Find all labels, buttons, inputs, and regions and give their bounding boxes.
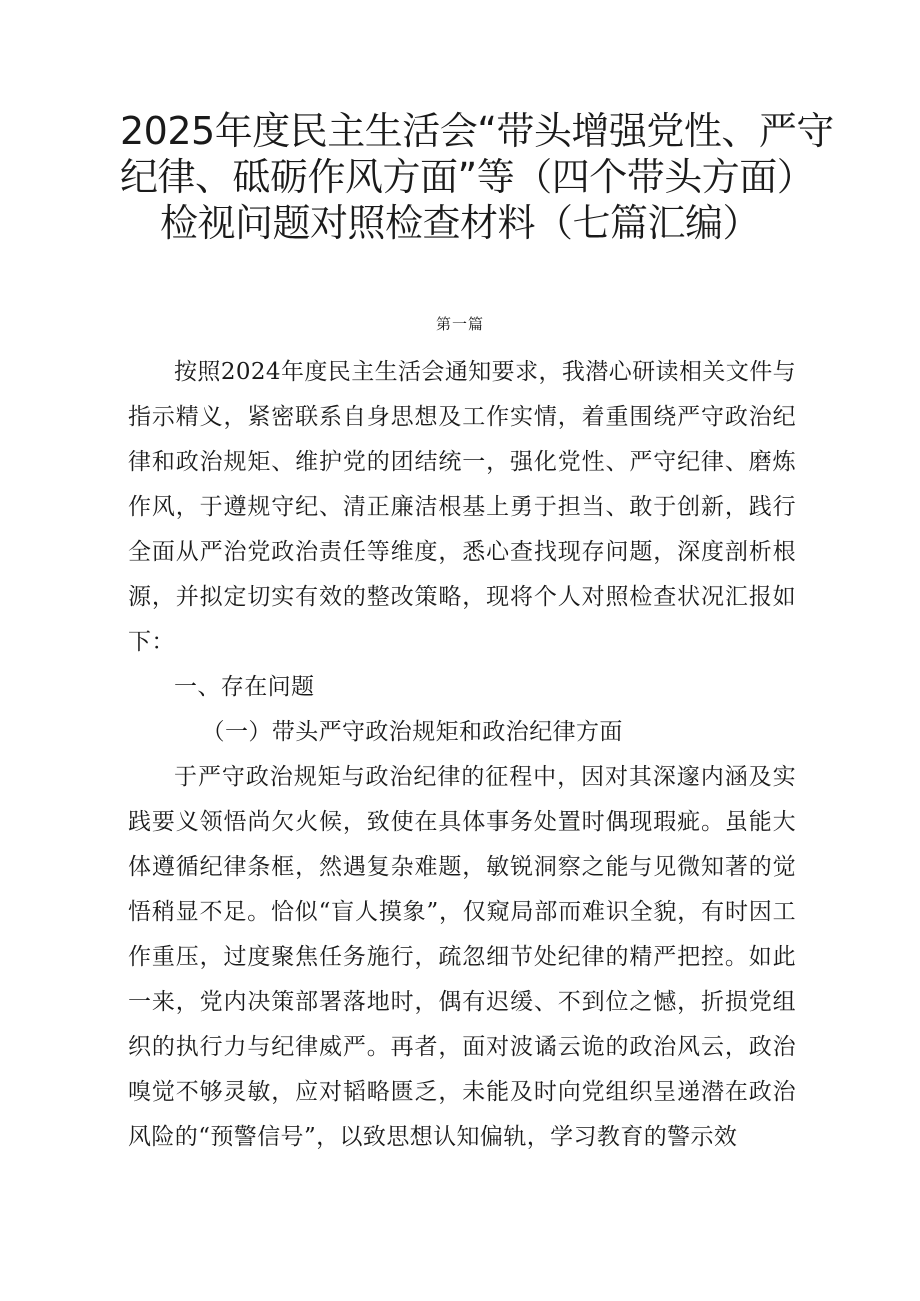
- heading-level-1: 一、存在问题: [174, 674, 315, 700]
- document-body: [128, 350, 796, 1160]
- title-line-2: 纪律、砥砺作风方面”等（四个带头方面）: [120, 155, 815, 199]
- section-title: 第一篇: [435, 315, 484, 333]
- document-title: [120, 108, 834, 246]
- body-paragraph: 于严守政治规矩与政治纪律的征程中，因对其深邃内涵及实践要义领悟尚欠火候，致使在具体事务处置时偶现瑕疵。虽能大体遵循纪律条框，然遇复杂难题，敏锐洞察之能与见微知著的觉悟稍显不足。恰似“盲人摸象”，仅窥局部而难识全貌，有时因工作重压，过度聚焦任务施行，疏忽细节处纪律的精严把控。如此一来，党内决策部署落地时，偶有迟缓、不到位之憾，折损党组织的执行力与纪律威严。再者，面对波谲云诡的政治风云，政治嗅觉不够灵敏，应对韬略匮乏，未能及时向党组织呈递潜在政治风险的“预警信号”，以致思想认知偏轨，学习教育的警示效: [128, 764, 796, 1150]
- title-line-1: 2025年度民主生活会“带头增强党性、严守: [120, 109, 834, 153]
- heading-level-2: （一）带头严守政治规矩和政治纪律方面: [201, 719, 623, 745]
- intro-paragraph: 按照2024年度民主生活会通知要求，我潜心研读相关文件与指示精义，紧密联系自身思想及工作实情，着重围绕严守政治纪律和政治规矩、维护党的团结统一，强化党性、严守纪律、磨炼作风，于遵规守纪、清正廉洁根基上勇于担当、敢于创新，践行全面从严治党政治责任等维度，悉心查找现存问题，深度剖析根源，并拟定切实有效的整改策略，现将个人对照检查状况汇报如下：: [128, 359, 796, 655]
- title-line-3: 检视问题对照检查材料（七篇汇编）: [159, 201, 760, 245]
